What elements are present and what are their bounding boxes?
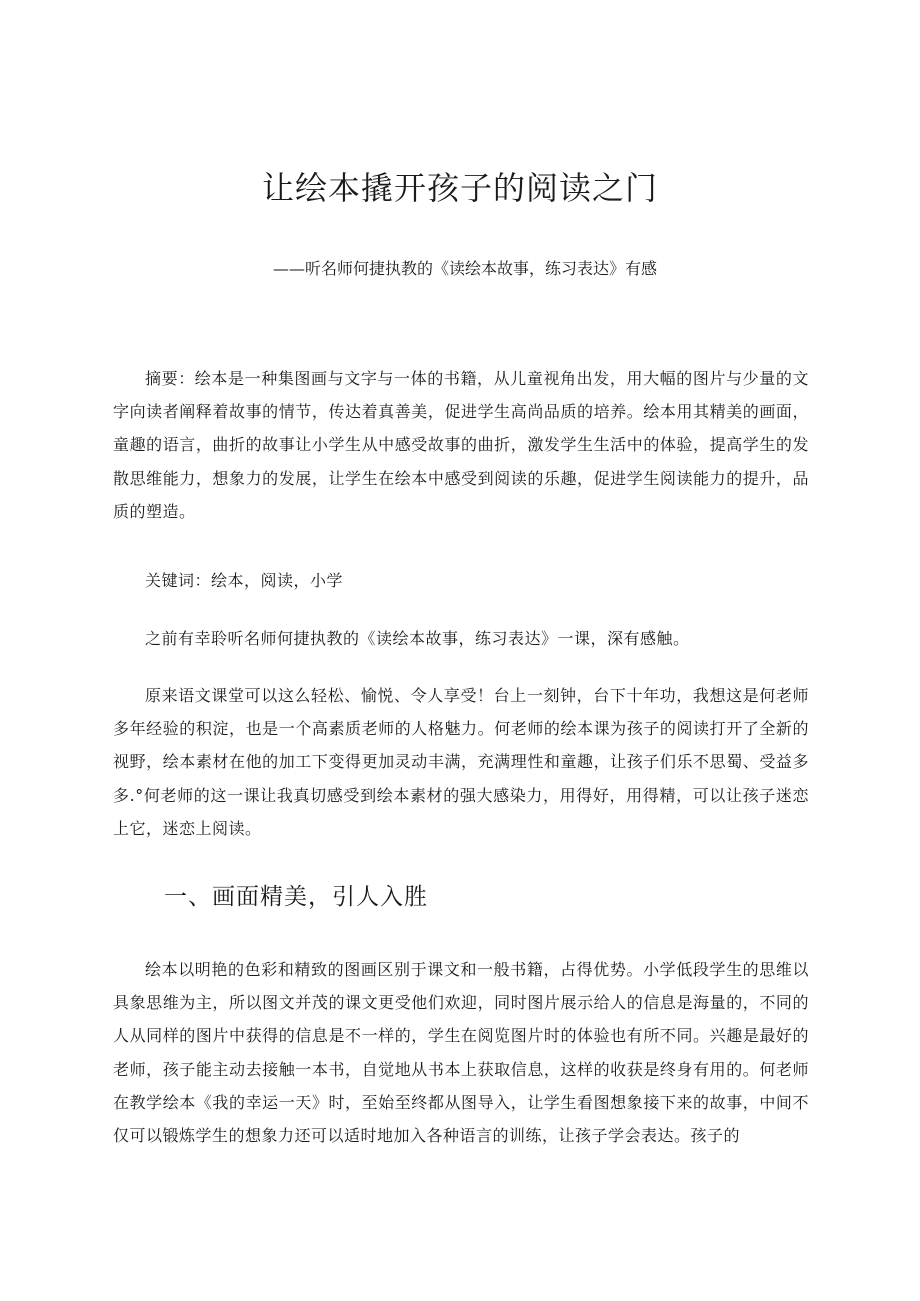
page-title: 让绘本撬开孩子的阅读之门 (261, 169, 658, 207)
keywords-line: 关键词：绘本，阅读，小学 (145, 571, 344, 590)
abstract-paragraph: 摘要：绘本是一种集图画与文字与一体的书籍，从儿童视角出发，用大幅的图片与少量的文字向读者阐释着故事的情节，传达着真善美，促进学生高尚品质的培养。绘本用其精美的画面，童趣的语言，曲折的故事让小学生从中感受故事的曲折，激发学生生活中的体验，提高学生的发散思维能力，想象力的发展，让学生在绘本中感受到阅读的乐趣，促进学生阅读能力的提升，品质的塑造。 (113, 369, 809, 521)
section-heading-1: 一、画面精美，引人入胜 (164, 884, 428, 910)
body-paragraph-1: 原来语文课堂可以这么轻松、愉悦、令人享受！台上一刻钟，台下十年功，我想这是何老师多年经验的积淀，也是一个高素质老师的人格魅力。何老师的绘本课为孩子的阅读打开了全新的视野，绘本素材在他的加工下变得更加灵动丰满，充满理性和童趣，让孩子们乐不思蜀、受益多多.°何老师的这一课让我真切感受到绘本素材的强大感染力，用得好，用得精，可以让孩子迷恋上它，迷恋上阅读。 (113, 686, 809, 838)
body-paragraph-2: 绘本以明艳的色彩和精致的图画区别于课文和一般书籍，占得优势。小学低段学生的思维以具象思维为主，所以图文并茂的课文更受他们欢迎，同时图片展示给人的信息是海量的，不同的人从同样的图片中获得的信息是不一样的，学生在阅览图片时的体验也有所不同。兴趣是最好的老师，孩子能主动去接触一本书，自觉地从书本上获取信息，这样的收获是终身有用的。何老师在教学绘本《我的幸运一天》时，至始至终都从图导入，让学生看图想象接下来的故事，中间不仅可以锻炼学生的想象力还可以适时地加入各种语言的训练，让孩子学会表达。孩子的 (113, 960, 809, 1146)
intro-paragraph: 之前有幸聆听名师何捷执教的《读绘本故事，练习表达》一课，深有感触。 (145, 629, 690, 648)
page-subtitle: ——听名师何捷执教的《读绘本故事，练习表达》有感 (272, 259, 657, 278)
